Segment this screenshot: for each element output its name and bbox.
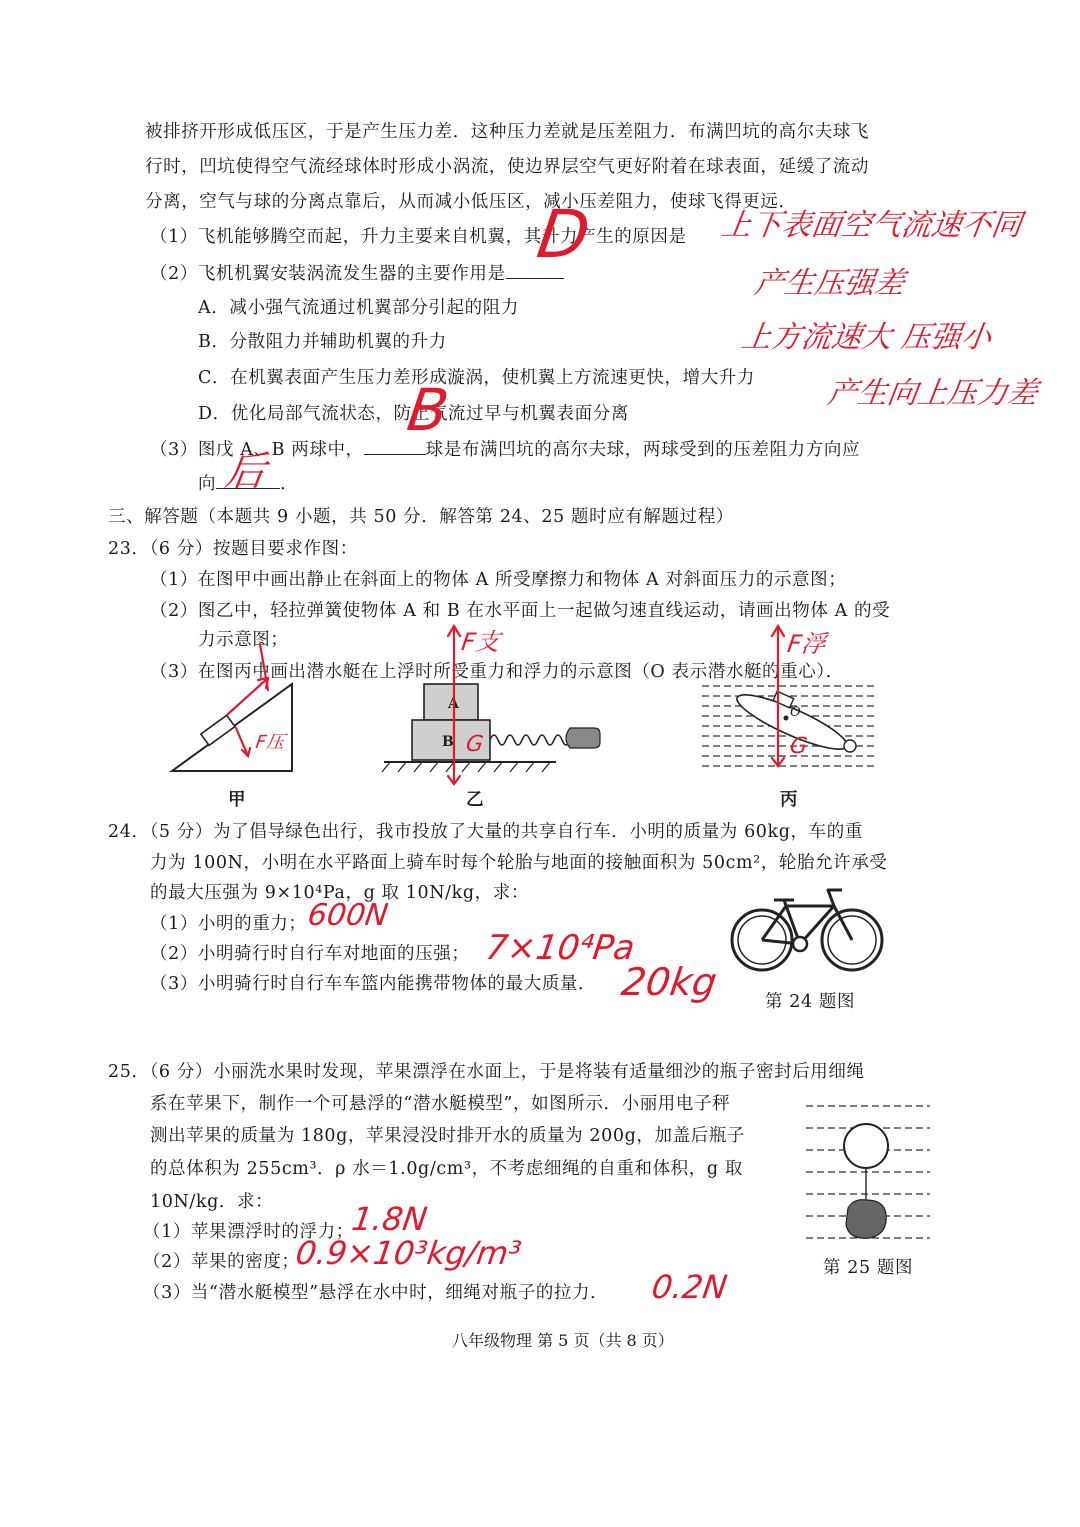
- handwriting-q24-1: 600N: [305, 898, 391, 933]
- q24-part3: （3）小明骑行时自行车车篮内能携带物体的最大质量．: [150, 974, 597, 994]
- handwriting-q25-1: 1.8N: [349, 1200, 430, 1238]
- q22-option-b: B．分散阻力并辅助机翼的升力: [198, 332, 447, 352]
- q22-part2-text: （2）飞机机翼安装涡流发生器的主要作用是: [150, 264, 506, 284]
- q25-line4: 的总体积为 255cm³．ρ 水＝1.0g/cm³，不考虑细绳的自重和体积，g 取: [150, 1159, 743, 1179]
- handwriting-q22-3-ball: B: [403, 376, 453, 444]
- passage-line-2: 行时，凹坑使得空气流经球体时形成小涡流，使边界层空气更好附着在球表面，延缓了流动: [145, 157, 869, 177]
- q22-part3-rest: 球是布满凹坑的高尔夫球，两球受到的压差阻力方向应: [425, 440, 861, 460]
- svg-text:O: O: [790, 705, 801, 720]
- figure-blocks-caption: 乙: [466, 790, 485, 810]
- q25-part3: （3）当“潜水艇模型”悬浮在水中时，细绳对瓶子的拉力．: [143, 1283, 609, 1303]
- q25-figure-caption: 第 25 题图: [823, 1258, 914, 1278]
- figure-apple-bottle: [806, 1098, 936, 1248]
- handwriting-q25-2: 0.9×10³kg/m³: [293, 1234, 524, 1272]
- passage-line-1: 被排挤开形成低压区，于是产生压力差．这种压力差就是压差阻力．布满凹坑的高尔夫球飞: [145, 122, 869, 142]
- q25-part1: （1）苹果漂浮时的浮力；: [143, 1222, 354, 1242]
- handwriting-q22-2: D: [532, 196, 595, 273]
- q23-part1: （1）在图甲中画出静止在斜面上的物体 A 所受摩擦力和物体 A 对斜面压力的示意图；: [150, 570, 847, 590]
- q25-line1: 25．（6 分）小丽洗水果时发现，苹果漂浮在水面上，于是将装有适量细沙的瓶子密封后用细绳: [108, 1062, 865, 1082]
- q22-part2-blank: [506, 278, 564, 279]
- q25-line2: 系在苹果下，制作一个可悬浮的“潜水艇模型”，如图所示．小丽用电子秤: [150, 1094, 731, 1114]
- handwriting-q22-1-line3: 上方流速大 压强小: [739, 320, 994, 355]
- q25-line5: 10N/kg．求：: [150, 1192, 274, 1212]
- handwriting-q24-3: 20kg: [618, 960, 720, 1004]
- q22-part3-lead: （3）图戊 A、B 两球中，: [150, 440, 364, 460]
- q22-part1: （1）飞机能够腾空而起，升力主要来自机翼，其升力产生的原因是: [150, 227, 687, 247]
- handwriting-q23-fig-c-buoyancy: F浮: [785, 630, 828, 658]
- q23-part3: （3）在图丙中画出潜水艇在上浮时所受重力和浮力的示意图（O 表示潜水艇的重心）．: [150, 662, 844, 682]
- q24-figure-caption: 第 24 题图: [765, 992, 856, 1012]
- handwriting-q25-3: 0.2N: [649, 1268, 730, 1306]
- q22-part3-period: ．: [280, 474, 299, 494]
- q24-line3: 的最大压强为 9×10⁴Pa，g 取 10N/kg，求：: [150, 883, 529, 903]
- q23-heading: 23．（6 分）按题目要求作图：: [108, 539, 358, 559]
- q22-option-d: D．优化局部气流状态，防止气流过早与机翼表面分离: [198, 404, 629, 424]
- handwriting-q23-fig-c-gravity: G: [788, 734, 809, 759]
- q24-line2: 力为 100N，小明在水平路面上骑车时每个轮胎与地面的接触面积为 50cm²，轮胎允许承受: [150, 853, 888, 873]
- figure-bicycle: [722, 880, 892, 980]
- q24-line1: 24．（5 分）为了倡导绿色出行，我市投放了大量的共享自行车．小明的质量为 60kg，车的重: [108, 822, 863, 842]
- section-3-heading: 三、解答题（本题共 9 小题，共 50 分．解答第 24、25 题时应有解题过程）: [108, 507, 734, 527]
- handwriting-q23-fig-a: F压: [254, 732, 286, 753]
- q22-part3-direction-label: 向: [198, 474, 217, 494]
- handwriting-q23-fig-b-gravity: G: [464, 732, 485, 757]
- q24-part1: （1）小明的重力；: [150, 914, 307, 934]
- handwriting-q24-2: 7×10⁴Pa: [483, 928, 638, 968]
- q25-line3: 测出苹果的质量为 180g，苹果浸没时排开水的质量为 200g，加盖后瓶子: [150, 1126, 746, 1146]
- q24-part2: （2）小明骑行时自行车对地面的压强；: [150, 944, 470, 964]
- q23-part2-line1: （2）图乙中，轻拉弹簧使物体 A 和 B 在水平面上一起做匀速直线运动，请画出物体 A 的受: [150, 601, 891, 621]
- page-footer: 八年级物理 第 5 页（共 8 页）: [452, 1331, 674, 1350]
- q22-part3-blank-ball: [364, 454, 426, 455]
- q22-part2: [150, 260, 564, 285]
- q22-option-a: A．减小强气流通过机翼部分引起的阻力: [198, 298, 519, 318]
- svg-text:B: B: [442, 734, 454, 750]
- figure-submarine-caption: 丙: [780, 790, 799, 810]
- q22-option-c: C．在机翼表面产生压力差形成漩涡，使机翼上方流速更快，增大升力: [198, 368, 755, 388]
- handwriting-q22-1-line2: 产生压强差: [752, 266, 907, 301]
- handwriting-q22-1-line4: 产生向上压力差: [825, 376, 1040, 411]
- handwriting-q22-1-line1: 上下表面空气流速不同: [719, 208, 1024, 243]
- figure-incline-caption: 甲: [228, 790, 247, 810]
- svg-text:A: A: [448, 696, 459, 712]
- q25-part2: （2）苹果的密度；: [143, 1252, 300, 1272]
- handwriting-q23-fig-b-support: F支: [459, 628, 502, 656]
- q23-part2-line2: 力示意图；: [198, 630, 289, 650]
- handwriting-q22-3-direction: 后: [222, 449, 269, 495]
- passage-line-3: 分离，空气与球的分离点靠后，从而减小低压区，减小压差阻力，使球飞得更远．: [145, 192, 797, 212]
